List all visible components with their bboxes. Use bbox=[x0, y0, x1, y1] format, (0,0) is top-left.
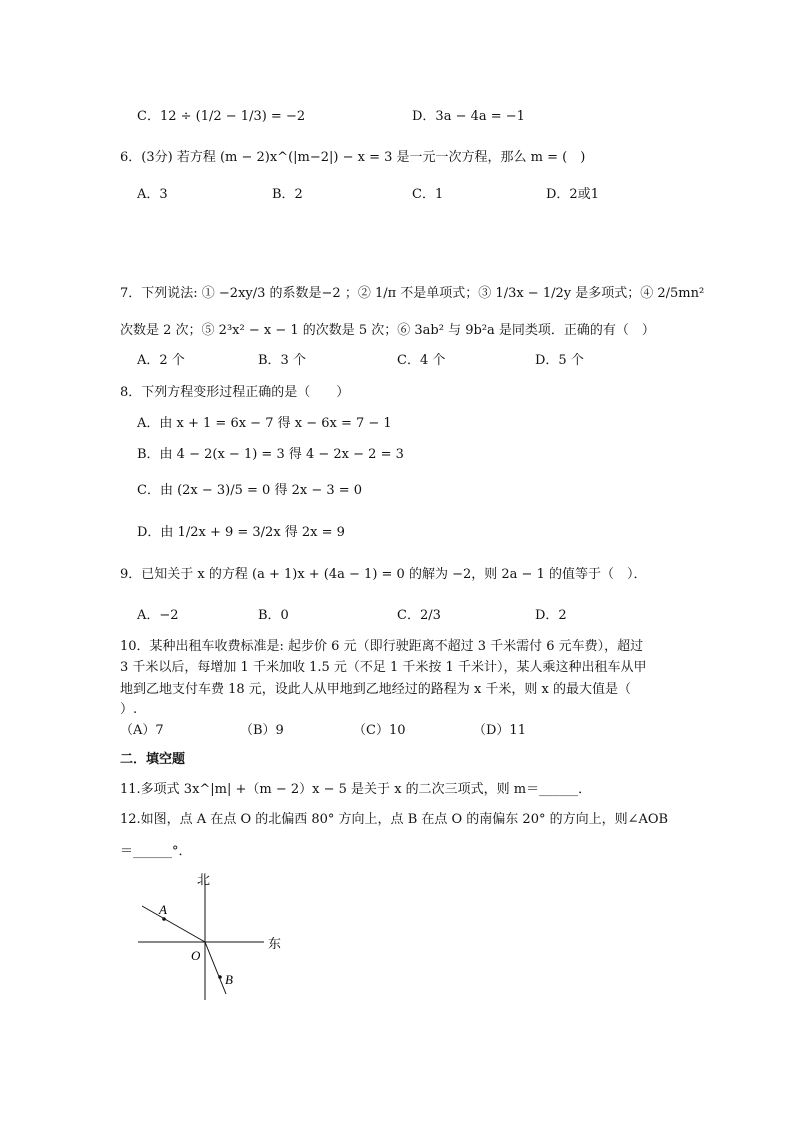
point-a bbox=[162, 917, 166, 921]
point-b bbox=[218, 975, 222, 979]
q7-option-d: D．5 个 bbox=[535, 353, 584, 368]
q6-option-b: B．2 bbox=[272, 187, 303, 202]
q8-option-c: C．由 (2x − 3)/5 = 0 得 2x − 3 = 0 bbox=[137, 483, 363, 498]
q6-option-d: D．2或1 bbox=[546, 187, 599, 202]
q5-option-d-text: D．3a − 4a = −1 bbox=[412, 109, 525, 124]
q10-option-b: （B）9 bbox=[240, 723, 284, 738]
q8-option-b: B．由 4 − 2(x − 1) = 3 得 4 − 2x − 2 = 3 bbox=[137, 447, 404, 462]
q7-option-a: A．2 个 bbox=[137, 353, 185, 368]
section-title-fill-in: 二．填空题 bbox=[120, 752, 186, 767]
ray-oa bbox=[142, 906, 205, 942]
q10-line1: 10．某种出租车收费标准是: 起步价 6 元（即行驶距离不超过 3 千米需付 6 元车费），超过 bbox=[120, 639, 644, 654]
q11-text: 11.多项式 3x^|m| +（m − 2）x − 5 是关于 x 的二次三项式，则 m＝______． bbox=[120, 782, 592, 797]
q10-line4: ）. bbox=[120, 702, 138, 717]
q10-line2: 3 千米以后，每增加 1 千米加收 1.5 元（不足 1 千米按 1 千米计），某人乘这种出租车从甲 bbox=[120, 660, 647, 675]
q12-line2: ＝______°． bbox=[120, 844, 192, 859]
ray-ob bbox=[205, 942, 226, 994]
q9-option-b: B．0 bbox=[258, 608, 289, 623]
q5-option-c-text: C．12 ÷ (1/2 − 1/3) = −2 bbox=[137, 109, 306, 124]
q10-option-d: （D）11 bbox=[473, 723, 526, 738]
origin-label: O bbox=[191, 948, 201, 963]
q8-option-d: D．由 1/2x + 9 = 3/2x 得 2x = 9 bbox=[137, 525, 345, 540]
q6-stem: 6．(3分) 若方程 (m − 2)x^(|m−2|) − x = 3 是一元一次方程，那么 m = ( ) bbox=[120, 150, 586, 165]
q10-line3: 地到乙地支付车费 18 元，设此人从甲地到乙地经过的路程为 x 千米，则 x 的最大值是（ bbox=[120, 682, 631, 697]
north-label: 北 bbox=[197, 872, 211, 887]
q7-option-b: B．3 个 bbox=[258, 353, 306, 368]
q10-option-c: （C）10 bbox=[353, 723, 406, 738]
q6-option-c: C．1 bbox=[412, 187, 444, 202]
point-a-label: A bbox=[159, 902, 167, 917]
point-b-label: B bbox=[225, 972, 233, 987]
q5-option-c bbox=[137, 108, 305, 126]
q9-stem: 9．已知关于 x 的方程 (a + 1)x + (4a − 1) = 0 的解为 −2，则 2a − 1 的值等于（ ）． bbox=[120, 567, 647, 582]
east-label: 东 bbox=[268, 936, 282, 951]
q5-option-d bbox=[412, 108, 525, 126]
q8-option-a: A．由 x + 1 = 6x − 7 得 x − 6x = 7 − 1 bbox=[137, 416, 392, 431]
compass-figure bbox=[130, 868, 300, 1008]
q9-option-c: C．2/3 bbox=[397, 608, 441, 623]
q7-stem-line1: 7．下列说法: ① −2xy/3 的系数是−2 ；② 1/π 不是单项式；③ 1/3x − 1/2y 是多项式；④ 2/5mn² bbox=[120, 286, 705, 301]
q10-option-a: （A）7 bbox=[120, 723, 164, 738]
q9-option-a: A．−2 bbox=[137, 608, 179, 623]
q12-line1: 12.如图，点 A 在点 O 的北偏西 80° 方向上，点 B 在点 O 的南偏东 20° 的方向上，则∠AOB bbox=[120, 812, 669, 827]
q7-stem-line2: 次数是 2 次；⑤ 2³x² − x − 1 的次数是 5 次；⑥ 3ab² 与 9b²a 是同类项．正确的有（ ） bbox=[120, 323, 655, 338]
q6-option-a: A．3 bbox=[137, 187, 168, 202]
q7-option-c: C．4 个 bbox=[397, 353, 446, 368]
q8-stem: 8．下列方程变形过程正确的是（ ） bbox=[120, 385, 350, 400]
q9-option-d: D．2 bbox=[535, 608, 567, 623]
